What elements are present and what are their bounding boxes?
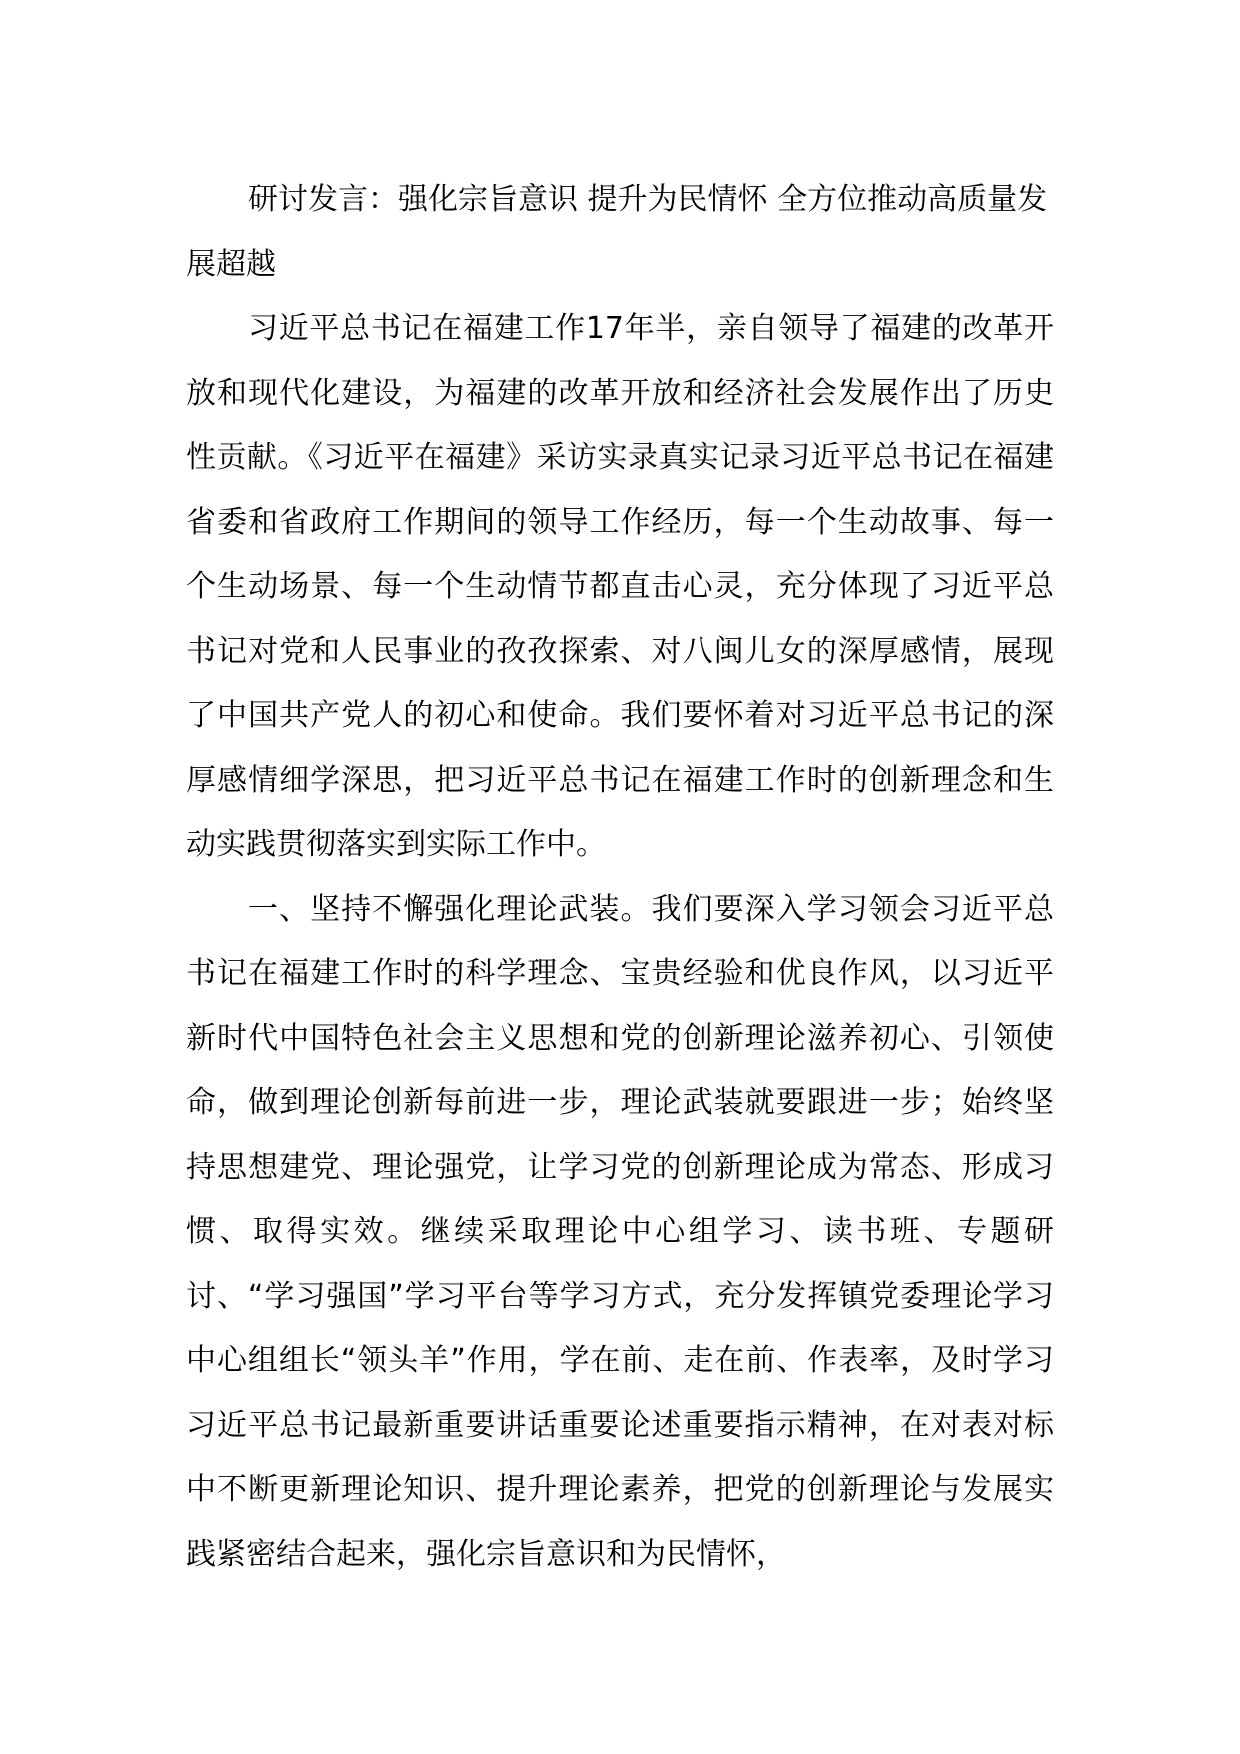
document-title: 研讨发言：强化宗旨意识 提升为民情怀 全方位推动高质量发展超越 xyxy=(186,182,1048,282)
paragraph-section-one: 一、坚持不懈强化理论武装。我们要深入学习领会习近平总书记在福建工作时的科学理念、宝贵经验和优良作风，以习近平新时代中国特色社会主义思想和党的创新理论滋养初心、引领使命，做到理论创新每前进一步，理论武装就要跟进一步；始终坚持思想建党、理论强党，让学习党的创新理论成为常态、形成习惯、取得实效。继续采取理论中心组学习、读书班、专题研讨、“学习强国”学习平台等学习方式，充分发挥镇党委理论学习中心组组长“领头羊”作用，学在前、走在前、作表率，及时学习习近平总书记最新重要讲话重要论述重要指示精神，在对表对标中不断更新理论知识、提升理论素养，把党的创新理论与发展实践紧密结合起来，强化宗旨意识和为民情怀， xyxy=(186,891,1054,1572)
paragraph-intro: 习近平总书记在福建工作17年半，亲自领导了福建的改革开放和现代化建设，为福建的改革开放和经济社会发展作出了历史性贡献。《习近平在福建》采访实录真实记录习近平总书记在福建省委和省政府工作期间的领导工作经历，每一个生动故事、每一个生动场景、每一个生动情节都直击心灵，充分体现了习近平总书记对党和人民事业的孜孜探索、对八闽儿女的深厚感情，展现了中国共产党人的初心和使命。我们要怀着对习近平总书记的深厚感情细学深思，把习近平总书记在福建工作时的创新理念和生动实践贯彻落实到实际工作中。 xyxy=(186,311,1054,862)
document-body xyxy=(186,168,1054,1587)
